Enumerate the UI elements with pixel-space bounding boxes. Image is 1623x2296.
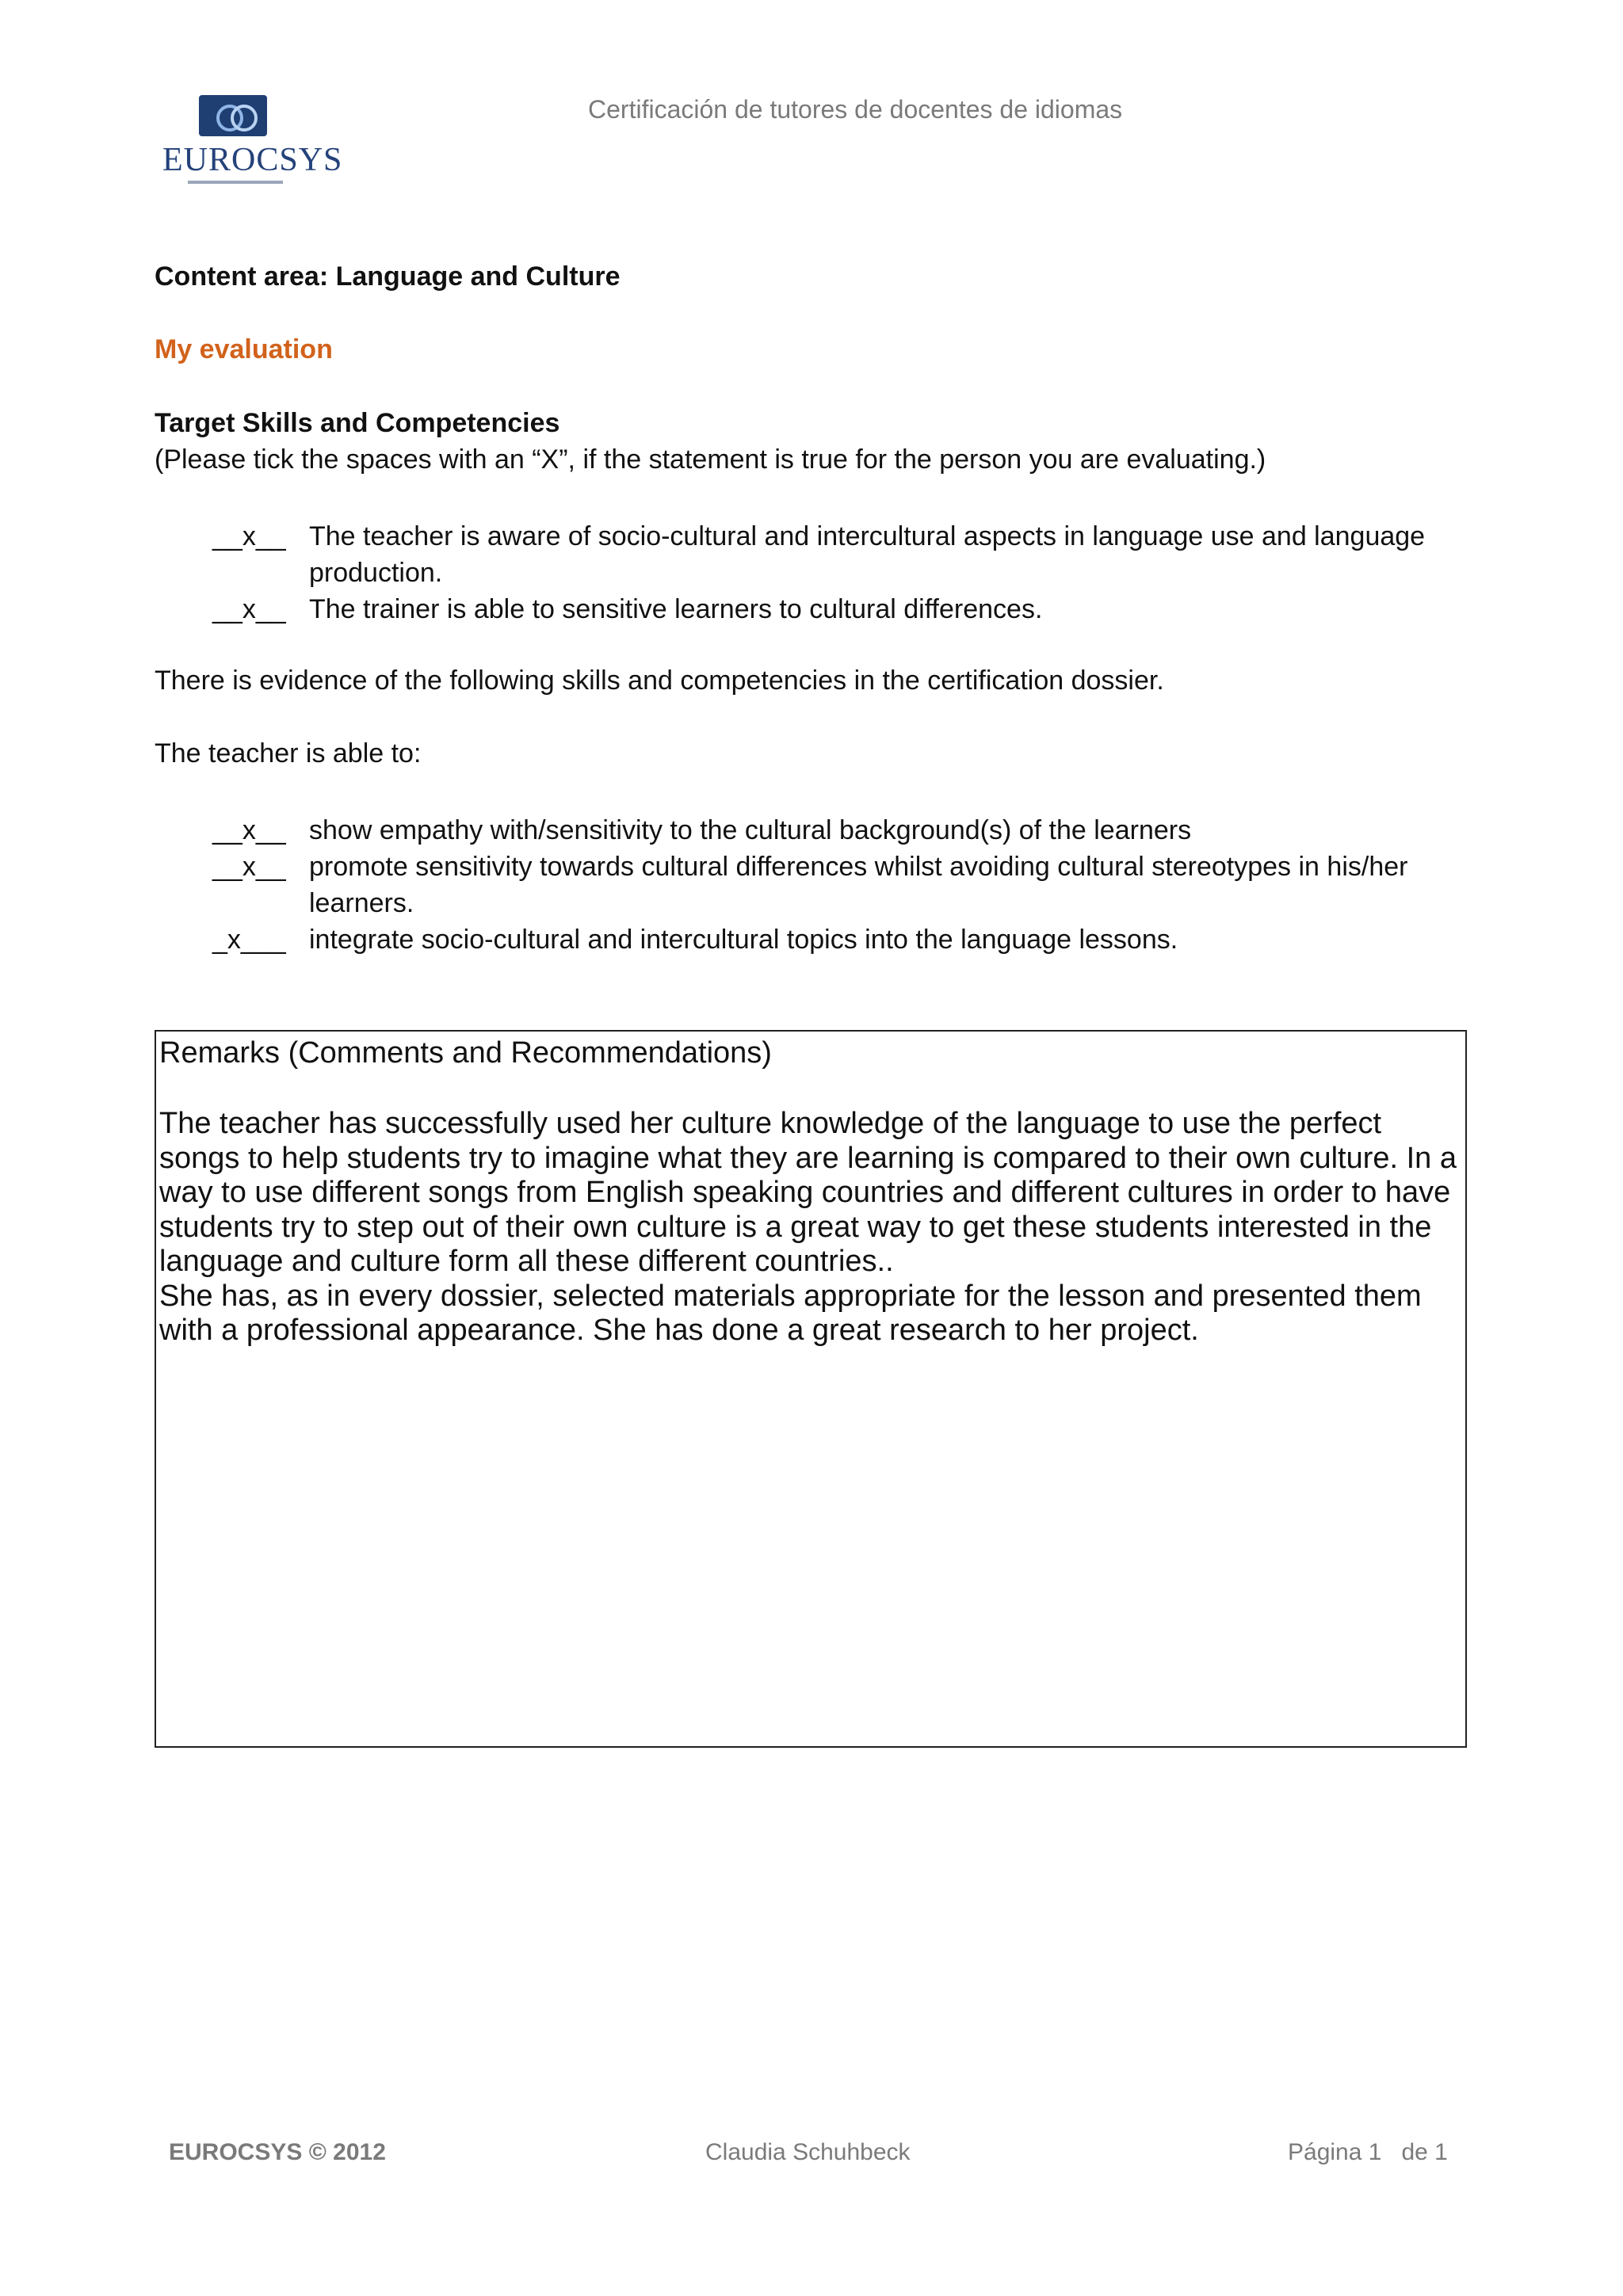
abilities-list [212, 812, 1480, 958]
instruction-text: (Please tick the spaces with an “X”, if the statement is true for the person you are evaluating.) [155, 444, 1266, 475]
list-item [212, 812, 1480, 849]
logo-emblem-icon [199, 95, 267, 136]
footer-copyright: EUROCSYS © 2012 [169, 2139, 386, 2165]
logo-tagline [188, 181, 283, 184]
footer-author: Claudia Schuhbeck [705, 2139, 911, 2165]
list-item [212, 921, 1480, 958]
checkbox-mark: __x__ [212, 815, 286, 845]
checkbox-mark: _x___ [212, 925, 286, 955]
checkbox-mark: __x__ [212, 521, 286, 551]
remarks-paragraph: The teacher has successfully used her culture knowledge of the language to use the perfect songs to help students try to imagine what they are learning is compared to their own culture. In a way to use different songs from English speaking countries and different cultures in order to have students try to step out of their own culture is a great way to get these students interested in the language and culture form all these different countries.. [159, 1107, 1457, 1278]
my-evaluation-heading: My evaluation [155, 334, 333, 364]
list-item [212, 849, 1480, 921]
remarks-paragraph: She has, as in every dossier, selected materials appropriate for the lesson and presented them with a professional appearance. She has done a great research to her project. [159, 1279, 1422, 1347]
remarks-title: Remarks (Comments and Recommendations) [159, 1036, 772, 1070]
checkbox-mark: __x__ [212, 852, 286, 882]
remarks-body [159, 1107, 1462, 1348]
evidence-text: There is evidence of the following skills and competencies in the certification dossier. [155, 666, 1164, 696]
list-item [212, 591, 1480, 627]
header-title: Certificación de tutores de docentes de idiomas [588, 95, 1123, 124]
logo-wordmark: EUROCSYS [162, 142, 343, 178]
content-area-heading: Content area: Language and Culture [155, 261, 621, 292]
teacher-able-text: The teacher is able to: [155, 738, 422, 769]
footer-page-number: Página 1 de 1 [1288, 2139, 1448, 2165]
target-skills-heading: Target Skills and Competencies [155, 408, 560, 438]
checkbox-mark: __x__ [212, 594, 286, 624]
list-item [212, 518, 1480, 591]
ability-text: show empathy with/sensitivity to the cultural background(s) of the learners [309, 815, 1192, 845]
target-skills-list [212, 518, 1480, 627]
remarks-box [155, 1030, 1467, 1748]
ability-text: integrate socio-cultural and intercultural topics into the language lessons. [309, 925, 1178, 955]
statement-text: The teacher is aware of socio-cultural and intercultural aspects in language use and language production. [309, 521, 1426, 588]
statement-text: The trainer is able to sensitive learners to cultural differences. [309, 594, 1043, 624]
ability-text: promote sensitivity towards cultural differences whilst avoiding cultural stereotypes in his/her learners. [309, 852, 1408, 918]
eurocsys-logo [156, 93, 343, 189]
